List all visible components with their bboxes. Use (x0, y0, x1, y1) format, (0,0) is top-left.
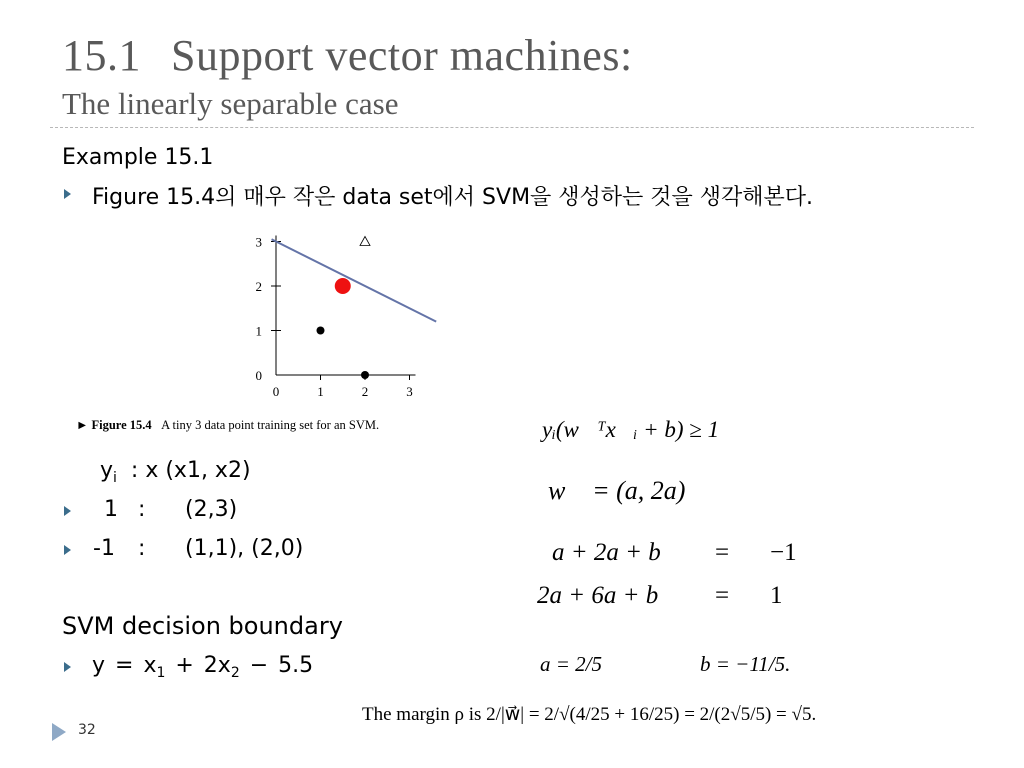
w-definition: w⃗ = (a, 2a) (548, 476, 686, 505)
row2-value: (1,1), (2,0) (185, 536, 304, 561)
title-divider (50, 127, 974, 128)
header-y: y (100, 458, 114, 483)
y-tick-label: 2 (255, 279, 262, 294)
row2-separator: : (138, 536, 146, 561)
system-eq2-lhs: 2a + 6a + b (537, 582, 659, 609)
system-eq2-rhs: 1 (770, 582, 783, 609)
row1-separator: : (138, 497, 146, 522)
boundary-eq-sub1: 1 (156, 665, 166, 681)
y-tick-label: 1 (255, 323, 262, 339)
bullet-icon (64, 662, 71, 672)
table-header (100, 458, 251, 486)
header-y-subscript: i (113, 470, 117, 486)
section-number: 15.1 (62, 31, 141, 80)
constraint-equation: yᵢ(w⃗ᵀx⃗ᵢ + b) ≥ 1 (542, 417, 720, 442)
solution-a: a = 2/5 (540, 652, 603, 676)
bullet-icon (64, 545, 71, 555)
figure-caption (76, 418, 379, 433)
example-heading: Example 15.1 (62, 145, 214, 170)
x-tick-label: 0 (272, 384, 280, 399)
boundary-heading: SVM decision boundary (62, 612, 343, 640)
boundary-eq-part-b: + 2x (165, 653, 231, 678)
negative-data-point (317, 327, 325, 335)
decision-boundary-line (272, 239, 437, 321)
slide-marker-icon (52, 723, 66, 741)
bullet-icon (64, 189, 71, 199)
y-tick-label: 3 (255, 234, 262, 250)
solution-b: b = −11/5. (700, 652, 791, 676)
negative-data-point (361, 371, 369, 379)
positive-data-point (360, 237, 370, 246)
figure-15-4-chart (240, 225, 460, 410)
slide-subtitle: The linearly separable case (62, 86, 399, 121)
highlight-point (335, 278, 351, 294)
boundary-eq-part-c: − 5.5 (239, 653, 314, 678)
page-number: 32 (78, 722, 96, 738)
figure-caption-text: A tiny 3 data point training set for an SVM. (161, 418, 380, 432)
system-eq1-equals: = (715, 539, 730, 566)
slide-title (62, 30, 633, 81)
boundary-eq-sub2: 2 (230, 665, 240, 681)
row2-label: -1 (93, 536, 115, 561)
boundary-eq-part-a: y = x (92, 653, 157, 678)
bullet-icon (64, 506, 71, 516)
x-tick-label: 2 (361, 384, 369, 399)
figure-caption-label: ► Figure 15.4 (76, 418, 152, 432)
system-eq1-rhs: −1 (770, 539, 797, 566)
row1-value: (2,3) (185, 497, 238, 522)
boundary-equation (92, 653, 313, 681)
bullet-figure-description: Figure 15.4의 매우 작은 data set에서 SVM을 생성하는 것을 생각해본다. (92, 185, 814, 210)
x-tick-label: 3 (406, 384, 413, 399)
header-rest: : x (x1, x2) (130, 458, 251, 483)
row1-label: 1 (104, 497, 118, 522)
margin-statement: The margin ρ is 2/|w⃗| = 2/√(4/25 + 16/25) = 2/(2√5/5) = √5. (362, 704, 817, 725)
y-tick-label: 0 (255, 368, 262, 383)
system-eq2-equals: = (715, 582, 730, 609)
title-main-text: Support vector machines: (171, 31, 633, 80)
system-eq1-lhs: a + 2a + b (552, 539, 661, 566)
x-tick-label: 1 (317, 384, 324, 399)
